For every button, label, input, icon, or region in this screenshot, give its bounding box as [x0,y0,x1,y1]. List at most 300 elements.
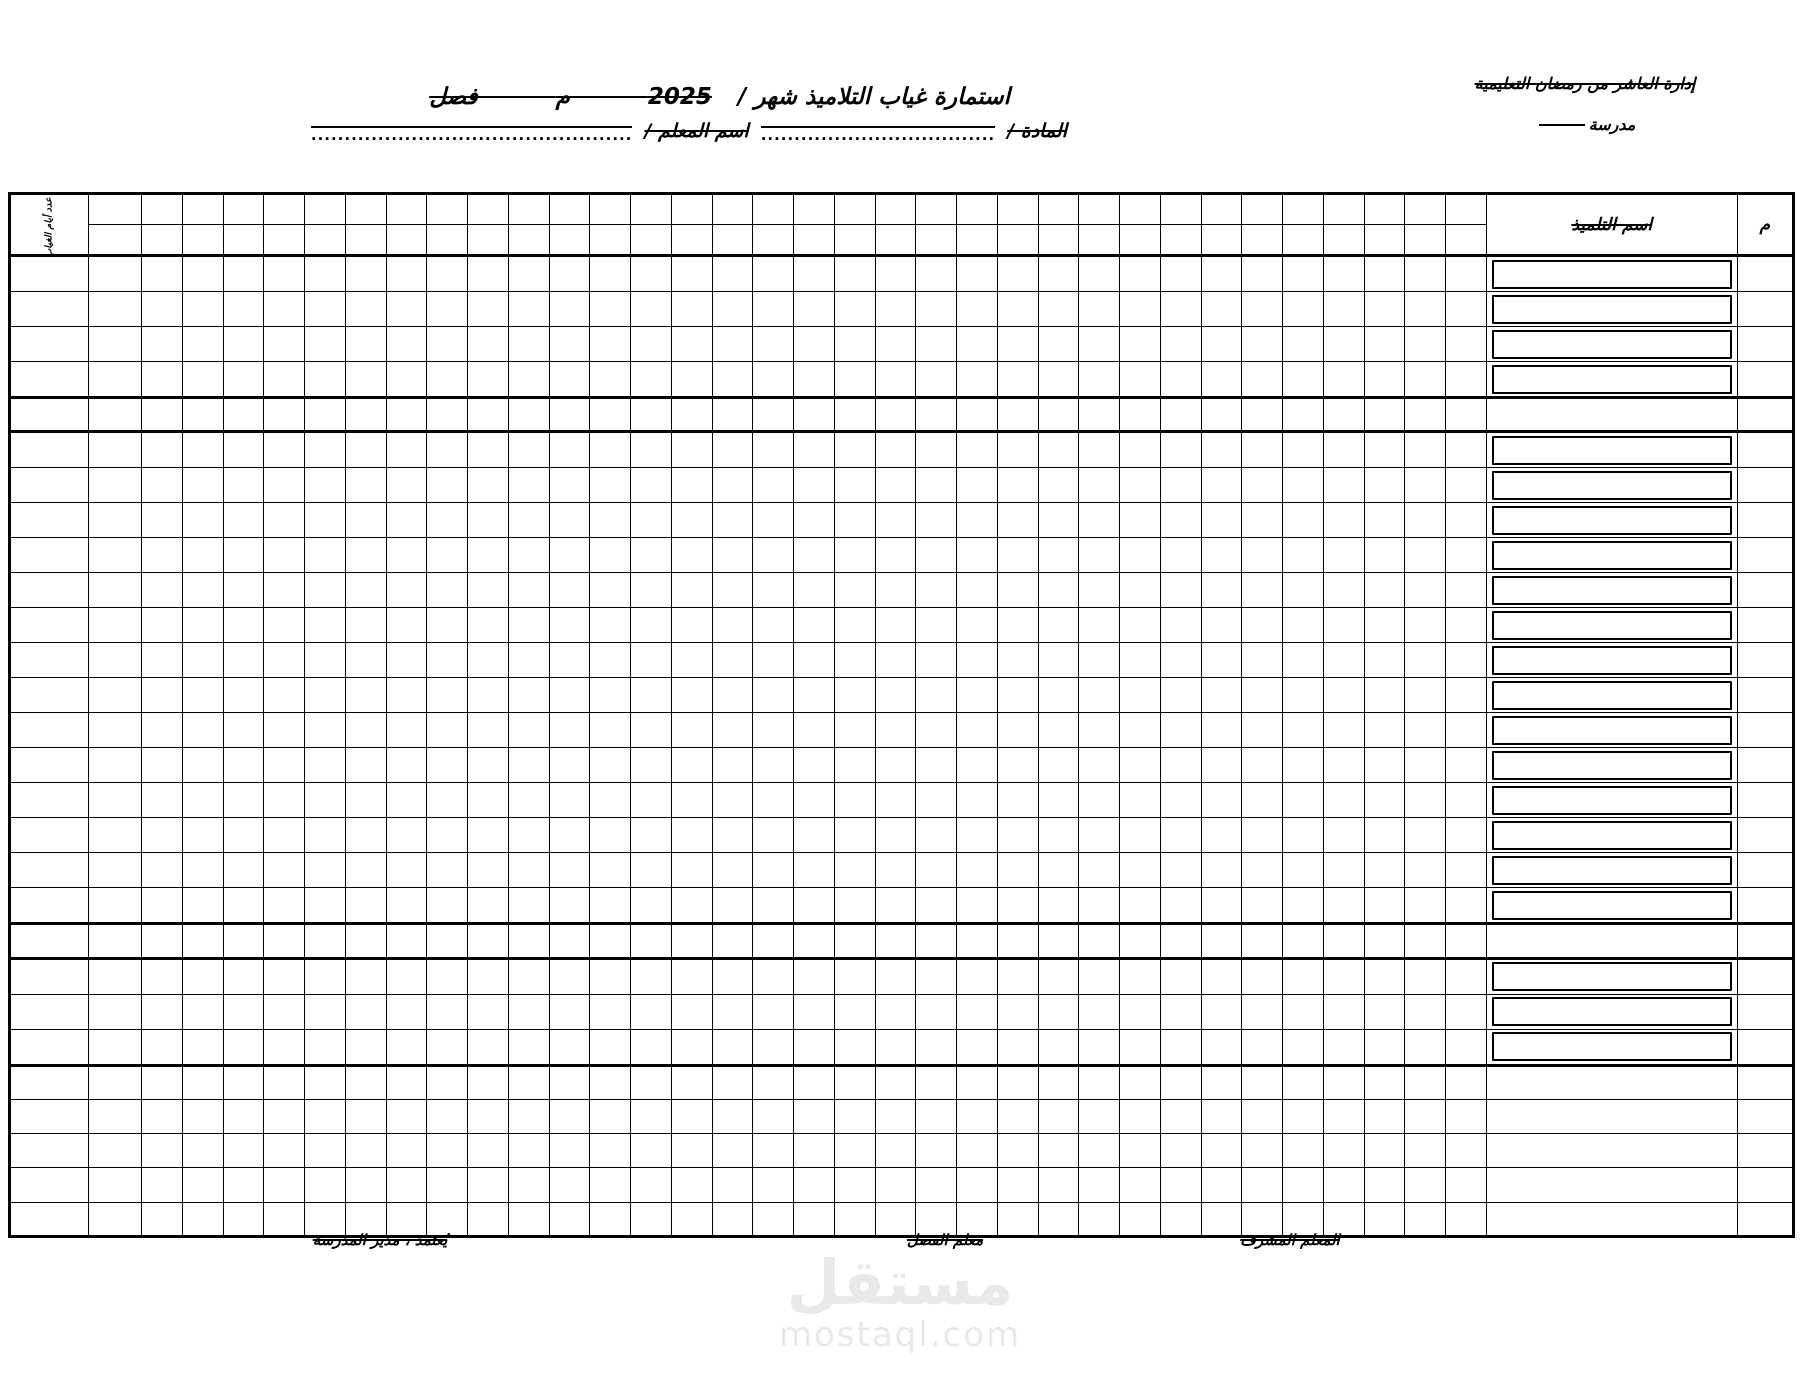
day-cell [916,432,957,468]
absence-days-cell [10,1168,89,1202]
form-title [429,84,1010,110]
day-cell [1405,608,1446,643]
day-cell [834,1029,875,1065]
day-cell [142,1134,183,1168]
day-cell [305,292,346,327]
day-cell [753,958,794,994]
day-cell [468,994,509,1029]
day-cell [549,608,590,643]
day-cell [508,432,549,468]
day-cell [834,503,875,538]
day-cell [794,1134,835,1168]
day-cell [671,468,712,503]
day-cell [590,1168,631,1202]
day-cell [386,888,427,924]
day-cell [1201,783,1242,818]
absence-days-cell [10,362,89,398]
day-cell [916,1029,957,1065]
day-cell [89,468,142,503]
day-cell [89,538,142,573]
day-cell [671,1202,712,1236]
day-cell [875,643,916,678]
day-cell [89,1134,142,1168]
title-year: 2025 م [555,84,712,110]
day-cell [631,292,672,327]
day-cell [1201,503,1242,538]
day-cell [89,1202,142,1236]
day-cell [508,1065,549,1099]
day-cell [305,958,346,994]
day-cell [89,853,142,888]
day-cell [345,713,386,748]
day-cell [753,608,794,643]
subject-label: المادة / [1007,120,1067,142]
day-cell [508,608,549,643]
student-name-box [1492,821,1732,850]
day-cell [182,888,223,924]
day-cell [957,1099,998,1133]
day-cell [631,1065,672,1099]
day-cell [794,468,835,503]
day-cell [1201,327,1242,362]
table-row [10,1168,1794,1202]
day-cell [1038,818,1079,853]
day-cell [590,538,631,573]
day-cell [957,713,998,748]
day-cell [89,362,142,398]
day-cell [1405,1202,1446,1236]
day-cell [1446,256,1487,292]
day-cell [345,853,386,888]
title-year-term [429,84,712,110]
day-cell [427,643,468,678]
day-cell [549,468,590,503]
day-cell [1120,398,1161,432]
day-cell [508,748,549,783]
day-cell [794,362,835,398]
day-cell [1323,573,1364,608]
day-cell [1201,1099,1242,1133]
day-cell [631,713,672,748]
day-cell [1120,994,1161,1029]
day-cell [631,748,672,783]
day-cell [1323,713,1364,748]
day-header-cell [1160,194,1201,225]
day-cell [345,608,386,643]
day-cell [305,853,346,888]
day-cell [712,573,753,608]
day-cell [1120,503,1161,538]
day-cell [1079,994,1120,1029]
day-cell [997,432,1038,468]
day-cell [997,783,1038,818]
day-cell [142,468,183,503]
day-header-cell [1283,225,1324,256]
day-cell [1242,853,1283,888]
administration-name: إدارة العاشر من رمضان التعليمية [1474,74,1696,93]
day-cell [671,1065,712,1099]
teacher-name-label: اسم المعلم / [644,120,749,142]
day-cell [1283,678,1324,713]
day-cell [1038,1029,1079,1065]
day-cell [1405,1065,1446,1099]
principal-signature-label: يُعتمد ، مدير المدرسة [312,1231,448,1249]
day-cell [1364,1099,1405,1133]
day-cell [834,327,875,362]
day-cell [875,538,916,573]
day-cell [264,888,305,924]
day-cell [223,1029,264,1065]
day-cell [508,924,549,958]
day-cell [1038,327,1079,362]
day-cell [142,783,183,818]
day-cell [549,958,590,994]
absence-days-cell [10,538,89,573]
day-cell [1364,292,1405,327]
day-cell [305,1134,346,1168]
day-cell [794,292,835,327]
day-cell [875,362,916,398]
day-cell [590,398,631,432]
day-cell [631,503,672,538]
day-cell [386,468,427,503]
serial-cell [1737,958,1793,994]
day-cell [1160,503,1201,538]
day-cell [345,432,386,468]
day-cell [712,818,753,853]
day-cell [1160,1202,1201,1236]
day-cell [468,468,509,503]
serial-cell [1737,468,1793,503]
day-cell [549,1134,590,1168]
day-cell [1283,748,1324,783]
day-cell [386,748,427,783]
day-cell [223,503,264,538]
student-name-cell [1486,538,1737,573]
day-cell [712,888,753,924]
day-cell [1242,327,1283,362]
day-cell [1079,608,1120,643]
day-cell [1038,958,1079,994]
day-cell [1283,1065,1324,1099]
day-cell [386,853,427,888]
day-cell [916,398,957,432]
day-cell [1038,1099,1079,1133]
day-cell [590,468,631,503]
day-cell [712,713,753,748]
day-cell [1201,678,1242,713]
day-cell [712,432,753,468]
day-cell [631,327,672,362]
day-header-cell [631,194,672,225]
day-cell [1242,748,1283,783]
day-cell [916,888,957,924]
day-cell [549,678,590,713]
day-cell [1242,1099,1283,1133]
day-cell [508,256,549,292]
absence-days-cell [10,1202,89,1236]
day-header-cell [834,194,875,225]
day-cell [1201,468,1242,503]
day-cell [1446,398,1487,432]
day-cell [142,1065,183,1099]
day-cell [223,292,264,327]
day-cell [468,958,509,994]
student-name-cell [1486,1134,1737,1168]
day-header-cell [427,194,468,225]
table-row [10,432,1794,468]
day-cell [305,503,346,538]
day-cell [1160,468,1201,503]
day-cell [957,327,998,362]
day-cell [1201,853,1242,888]
day-cell [89,643,142,678]
day-cell [1323,1065,1364,1099]
day-cell [345,678,386,713]
student-name-box [1492,436,1732,465]
table-row [10,853,1794,888]
day-cell [427,888,468,924]
day-cell [508,1134,549,1168]
day-cell [345,398,386,432]
day-cell [182,573,223,608]
day-cell [1364,327,1405,362]
day-cell [1364,818,1405,853]
absence-days-cell [10,398,89,432]
day-cell [1160,398,1201,432]
day-header-cell [1405,194,1446,225]
day-cell [264,713,305,748]
day-cell [671,783,712,818]
day-cell [142,1202,183,1236]
day-cell [875,468,916,503]
day-cell [875,256,916,292]
day-cell [875,608,916,643]
day-cell [753,853,794,888]
student-name-box [1492,646,1732,675]
day-cell [753,362,794,398]
day-cell [834,292,875,327]
day-cell [1405,1029,1446,1065]
day-cell [223,888,264,924]
day-cell [264,538,305,573]
day-cell [468,818,509,853]
day-cell [386,1168,427,1202]
day-cell [794,888,835,924]
serial-cell [1737,1202,1793,1236]
day-cell [794,608,835,643]
day-cell [590,362,631,398]
day-cell [671,678,712,713]
day-cell [875,713,916,748]
day-header-cell [1201,194,1242,225]
day-cell [916,1065,957,1099]
day-cell [1160,783,1201,818]
day-cell [468,783,509,818]
day-cell [386,713,427,748]
day-header-cell [305,194,346,225]
day-cell [712,538,753,573]
day-cell [957,818,998,853]
day-cell [1364,748,1405,783]
day-cell [1079,398,1120,432]
day-cell [1201,362,1242,398]
day-cell [753,1202,794,1236]
day-cell [794,1202,835,1236]
student-name-cell [1486,327,1737,362]
day-cell [386,608,427,643]
day-cell [1323,924,1364,958]
day-cell [1120,713,1161,748]
day-cell [1079,503,1120,538]
day-cell [1323,678,1364,713]
day-cell [1283,888,1324,924]
day-cell [957,608,998,643]
day-cell [834,853,875,888]
absence-days-cell [10,643,89,678]
day-cell [590,783,631,818]
day-cell [916,292,957,327]
day-cell [957,432,998,468]
day-cell [89,256,142,292]
day-cell [916,818,957,853]
day-cell [142,713,183,748]
day-cell [427,924,468,958]
day-cell [468,503,509,538]
day-cell [1160,538,1201,573]
day-cell [345,573,386,608]
day-cell [794,327,835,362]
day-cell [142,1099,183,1133]
serial-cell [1737,1065,1793,1099]
day-cell [305,1065,346,1099]
day-cell [89,678,142,713]
day-cell [1079,924,1120,958]
day-cell [1405,468,1446,503]
day-cell [182,362,223,398]
teacher-name-blank-field: ................................................ [310,126,633,144]
day-cell [1201,432,1242,468]
day-header-cell [957,225,998,256]
day-cell [1323,888,1364,924]
day-cell [508,678,549,713]
day-cell [1120,1065,1161,1099]
day-cell [753,748,794,783]
day-header-cell [1079,225,1120,256]
class-teacher-signature-label: معلم الفصل [906,1231,984,1249]
day-cell [223,573,264,608]
table-row [10,643,1794,678]
day-cell [1405,256,1446,292]
day-cell [182,327,223,362]
day-cell [1446,1168,1487,1202]
day-cell [264,1099,305,1133]
day-cell [1405,538,1446,573]
day-cell [1038,994,1079,1029]
day-cell [1201,748,1242,783]
day-cell [875,783,916,818]
day-cell [549,643,590,678]
day-header-cell [427,225,468,256]
day-cell [427,994,468,1029]
student-name-box [1492,295,1732,324]
day-cell [223,853,264,888]
day-cell [89,398,142,432]
day-cell [875,958,916,994]
day-cell [142,362,183,398]
day-cell [89,783,142,818]
day-cell [427,608,468,643]
day-cell [1242,573,1283,608]
day-cell [794,748,835,783]
day-cell [549,853,590,888]
day-cell [182,1099,223,1133]
day-cell [468,292,509,327]
subject-blank-field: ................................... [760,126,996,144]
day-cell [875,1029,916,1065]
day-cell [671,573,712,608]
table-row [10,748,1794,783]
day-cell [427,1134,468,1168]
day-header-cell [264,194,305,225]
day-cell [549,538,590,573]
day-header-cell [712,194,753,225]
day-cell [264,958,305,994]
day-header-cell [916,225,957,256]
day-cell [427,748,468,783]
day-cell [508,1168,549,1202]
day-cell [223,678,264,713]
day-cell [590,432,631,468]
day-cell [794,853,835,888]
day-cell [1405,1168,1446,1202]
absence-days-cell [10,924,89,958]
day-cell [223,818,264,853]
day-header-cell [1364,225,1405,256]
day-cell [427,327,468,362]
day-cell [264,853,305,888]
day-cell [590,608,631,643]
day-cell [631,853,672,888]
day-cell [834,468,875,503]
day-cell [386,292,427,327]
day-cell [508,818,549,853]
day-cell [1038,853,1079,888]
day-cell [1405,748,1446,783]
day-cell [671,432,712,468]
serial-cell [1737,538,1793,573]
day-cell [264,398,305,432]
day-cell [1120,853,1161,888]
absence-days-cell [10,853,89,888]
day-cell [1120,292,1161,327]
day-cell [345,327,386,362]
day-cell [223,468,264,503]
day-cell [386,678,427,713]
day-cell [386,643,427,678]
day-cell [712,1029,753,1065]
day-cell [712,398,753,432]
day-cell [1364,643,1405,678]
day-cell [1120,1168,1161,1202]
day-cell [1079,888,1120,924]
day-cell [1364,1029,1405,1065]
day-header-cell [1446,225,1487,256]
day-cell [875,327,916,362]
day-cell [305,573,346,608]
day-cell [468,608,509,643]
day-cell [1120,1134,1161,1168]
